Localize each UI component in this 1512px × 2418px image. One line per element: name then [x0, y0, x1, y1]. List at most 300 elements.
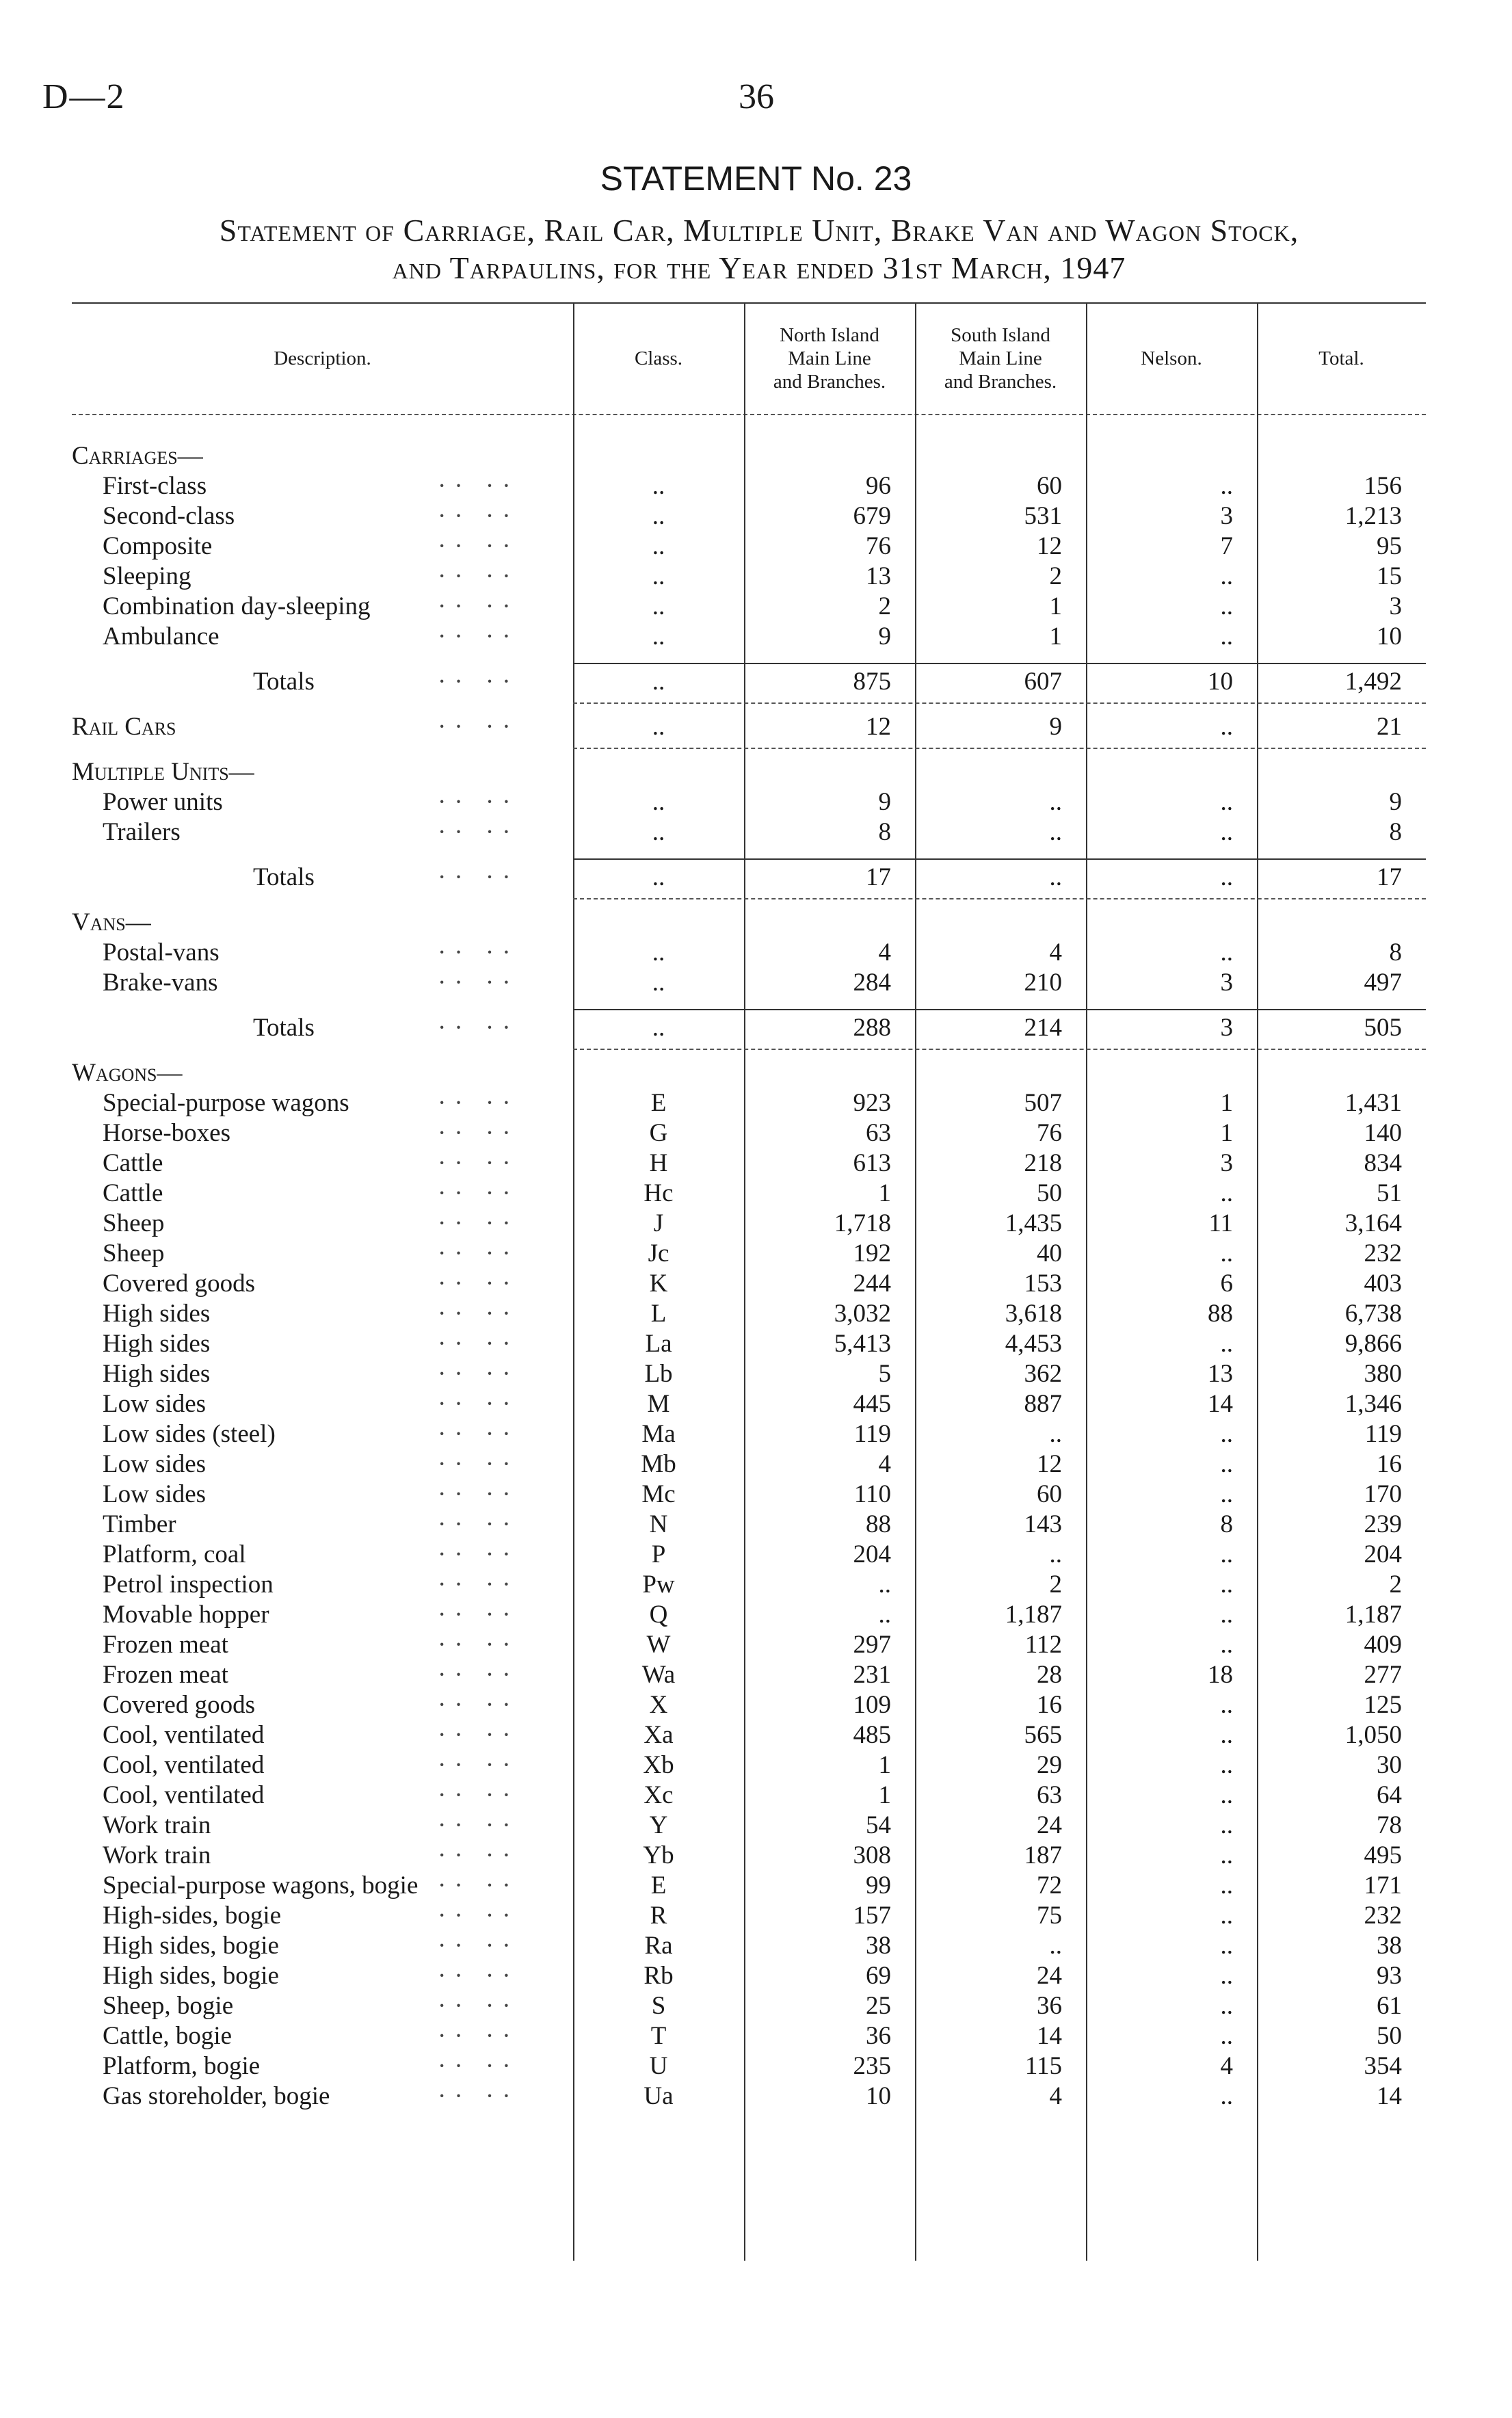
cell-total: 9: [1389, 788, 1402, 816]
cell-nelson: ..: [1220, 1871, 1233, 1900]
cell-north: 99: [866, 1871, 891, 1900]
leader-dots: ·· ··: [438, 1179, 519, 1207]
cell-nelson: ..: [1220, 592, 1233, 620]
cell-class: Xb: [643, 1751, 674, 1779]
cell-south: 210: [1024, 969, 1062, 997]
leader-dots: ·· ··: [438, 1089, 519, 1117]
cell-class: Mb: [641, 1450, 676, 1478]
cell-total: 2: [1389, 1571, 1402, 1599]
cell-south: 40: [1037, 1239, 1062, 1267]
row-label: Cool, ventilated: [103, 1781, 265, 1809]
cell-north: 38: [866, 1932, 891, 1960]
cell-nelson: 3: [1220, 502, 1233, 530]
cell-north: 54: [866, 1811, 891, 1839]
cell-south: 4: [1049, 938, 1062, 967]
cell-total: 17: [1377, 863, 1402, 891]
section-heading: Carriages—: [72, 442, 203, 470]
leader-dots: ·· ··: [438, 1571, 519, 1599]
row-label: Ambulance: [103, 622, 220, 651]
cell-south: 362: [1024, 1360, 1062, 1388]
totals-rule: [573, 858, 1426, 860]
cell-north: 308: [853, 1841, 891, 1869]
cell-nelson: ..: [1220, 1992, 1233, 2020]
header-north-line: North Island: [780, 324, 879, 346]
cell-nelson: ..: [1220, 1480, 1233, 1508]
cell-south: 1,187: [1005, 1601, 1062, 1629]
cell-south: ..: [1049, 1932, 1062, 1960]
cell-nelson: ..: [1220, 1540, 1233, 1568]
cell-south: 9: [1049, 713, 1062, 741]
cell-class: H: [649, 1149, 668, 1177]
cell-nelson: ..: [1220, 1179, 1233, 1207]
cell-total: 125: [1364, 1691, 1402, 1719]
cell-north: 875: [853, 668, 891, 696]
table-top-rule: [72, 302, 1426, 304]
row-label: Horse-boxes: [103, 1119, 231, 1147]
cell-nelson: 10: [1208, 668, 1233, 696]
cell-nelson: ..: [1220, 938, 1233, 967]
leader-dots: ·· ··: [438, 2022, 519, 2050]
leader-dots: ·· ··: [438, 1721, 519, 1749]
cell-class: P: [651, 1540, 666, 1568]
cell-north: 445: [853, 1390, 891, 1418]
cell-south: 12: [1037, 532, 1062, 560]
row-label: Cattle, bogie: [103, 2022, 233, 2050]
cell-class: Xc: [644, 1781, 674, 1809]
cell-class: N: [649, 1510, 668, 1538]
cell-total: 354: [1364, 2052, 1402, 2080]
cell-class: J: [653, 1209, 664, 1237]
cell-north: 96: [866, 472, 891, 500]
cell-class: T: [650, 2022, 667, 2050]
statement-title: STATEMENT No. 23: [600, 159, 912, 198]
cell-class: Ra: [644, 1932, 673, 1960]
cell-class: ..: [652, 532, 665, 560]
totals-label: Totals: [253, 668, 315, 696]
cell-nelson: 1: [1220, 1119, 1233, 1147]
leader-dots: ·· ··: [438, 1841, 519, 1869]
cell-total: 119: [1364, 1420, 1402, 1448]
row-label: Cattle: [103, 1179, 163, 1207]
row-label: First-class: [103, 472, 207, 500]
cell-south: 16: [1037, 1691, 1062, 1719]
leader-dots: ·· ··: [438, 1239, 519, 1267]
cell-north: 4: [878, 1450, 891, 1478]
cell-class: R: [650, 1902, 667, 1930]
cell-total: 3: [1389, 592, 1402, 620]
cell-north: 109: [853, 1691, 891, 1719]
cell-nelson: ..: [1220, 1691, 1233, 1719]
leader-dots: ·· ··: [438, 788, 519, 816]
cell-nelson: ..: [1220, 622, 1233, 651]
cell-south: 60: [1037, 472, 1062, 500]
leader-dots: ·· ··: [438, 1871, 519, 1900]
cell-class: M: [647, 1390, 670, 1418]
cell-class: E: [650, 1871, 667, 1900]
header-south-line: South Island: [951, 324, 1050, 346]
leader-dots: ·· ··: [438, 1962, 519, 1990]
cell-total: 497: [1364, 969, 1402, 997]
cell-total: 1,050: [1344, 1721, 1402, 1749]
cell-north: 244: [853, 1270, 891, 1298]
cell-south: ..: [1049, 1420, 1062, 1448]
cell-total: 380: [1364, 1360, 1402, 1388]
cell-total: 170: [1364, 1480, 1402, 1508]
row-label: Platform, bogie: [103, 2052, 261, 2080]
cell-north: ..: [878, 1601, 891, 1629]
cell-south: 12: [1037, 1450, 1062, 1478]
cell-north: 13: [866, 562, 891, 590]
row-label: High sides, bogie: [103, 1962, 279, 1990]
cell-nelson: 3: [1220, 1014, 1233, 1042]
leader-dots: ·· ··: [438, 562, 519, 590]
cell-class: ..: [652, 818, 665, 846]
row-label: Low sides: [103, 1390, 207, 1418]
leader-dots: ·· ··: [438, 969, 519, 997]
leader-dots: ·· ··: [438, 1601, 519, 1629]
cell-nelson: 88: [1208, 1300, 1233, 1328]
row-label: Cattle: [103, 1149, 163, 1177]
leader-dots: ·· ··: [438, 1510, 519, 1538]
cell-north: 679: [853, 502, 891, 530]
cell-north: 36: [866, 2022, 891, 2050]
cell-class: Yb: [643, 1841, 674, 1869]
cell-north: 923: [853, 1089, 891, 1117]
leader-dots: ·· ··: [438, 1014, 519, 1042]
totals-label: Totals: [253, 1014, 315, 1042]
cell-nelson: 4: [1220, 2052, 1233, 2080]
leader-dots: ·· ··: [438, 1330, 519, 1358]
cell-class: Pw: [642, 1571, 675, 1599]
leader-dots: ·· ··: [438, 1691, 519, 1719]
table-header-rule: [72, 414, 1426, 415]
row-label: Movable hopper: [103, 1601, 269, 1629]
row-label: Sheep: [103, 1239, 165, 1267]
cell-south: 507: [1024, 1089, 1062, 1117]
cell-south: 24: [1037, 1962, 1062, 1990]
cell-nelson: ..: [1220, 1751, 1233, 1779]
totals-label: Totals: [253, 863, 315, 891]
cell-south: 60: [1037, 1480, 1062, 1508]
cell-class: ..: [652, 668, 665, 696]
cell-nelson: ..: [1220, 1721, 1233, 1749]
cell-north: 297: [853, 1631, 891, 1659]
cell-north: 9: [878, 788, 891, 816]
cell-south: 1: [1049, 592, 1062, 620]
cell-class: X: [649, 1691, 668, 1719]
cell-nelson: 11: [1208, 1209, 1233, 1237]
cell-total: 93: [1377, 1962, 1402, 1990]
cell-nelson: ..: [1220, 1962, 1233, 1990]
cell-total: 95: [1377, 532, 1402, 560]
cell-nelson: 6: [1220, 1270, 1233, 1298]
cell-class: ..: [652, 863, 665, 891]
group-rule: [573, 898, 1426, 899]
cell-class: ..: [652, 938, 665, 967]
row-label: High sides: [103, 1300, 211, 1328]
cell-north: 17: [866, 863, 891, 891]
cell-nelson: ..: [1220, 1932, 1233, 1960]
cell-total: 64: [1377, 1781, 1402, 1809]
cell-south: ..: [1049, 788, 1062, 816]
row-label: Platform, coal: [103, 1540, 246, 1568]
cell-class: Xa: [644, 1721, 674, 1749]
cell-nelson: 14: [1208, 1390, 1233, 1418]
cell-nelson: ..: [1220, 818, 1233, 846]
cell-north: 1,718: [834, 1209, 891, 1237]
cell-south: ..: [1049, 863, 1062, 891]
leader-dots: ·· ··: [438, 1360, 519, 1388]
totals-rule: [573, 663, 1426, 664]
cell-nelson: ..: [1220, 1811, 1233, 1839]
row-label: Special-purpose wagons: [103, 1089, 349, 1117]
cell-nelson: ..: [1220, 788, 1233, 816]
leader-dots: ·· ··: [438, 1480, 519, 1508]
cell-total: 1,431: [1344, 1089, 1402, 1117]
row-label: Cool, ventilated: [103, 1751, 265, 1779]
cell-class: Wa: [641, 1661, 676, 1689]
leader-dots: ·· ··: [438, 1932, 519, 1960]
cell-nelson: ..: [1220, 863, 1233, 891]
cell-north: 192: [853, 1239, 891, 1267]
cell-total: 171: [1364, 1871, 1402, 1900]
leader-dots: ·· ··: [438, 532, 519, 560]
cell-total: 204: [1364, 1540, 1402, 1568]
cell-north: 284: [853, 969, 891, 997]
cell-total: 16: [1377, 1450, 1402, 1478]
leader-dots: ·· ··: [438, 1811, 519, 1839]
cell-north: 485: [853, 1721, 891, 1749]
cell-nelson: ..: [1220, 1330, 1233, 1358]
cell-north: 1: [878, 1751, 891, 1779]
cell-nelson: ..: [1220, 1902, 1233, 1930]
section-heading: Rail Cars: [72, 713, 176, 741]
cell-total: 15: [1377, 562, 1402, 590]
cell-class: ..: [652, 592, 665, 620]
cell-north: 5: [878, 1360, 891, 1388]
cell-north: 12: [866, 713, 891, 741]
cell-south: 3,618: [1005, 1300, 1062, 1328]
cell-nelson: 3: [1220, 969, 1233, 997]
cell-nelson: ..: [1220, 713, 1233, 741]
cell-total: 277: [1364, 1661, 1402, 1689]
cell-north: 288: [853, 1014, 891, 1042]
leader-dots: ·· ··: [438, 938, 519, 967]
cell-total: 1,213: [1344, 502, 1402, 530]
leader-dots: ·· ··: [438, 1420, 519, 1448]
row-label: High sides: [103, 1360, 211, 1388]
cell-nelson: ..: [1220, 1239, 1233, 1267]
row-label: Work train: [103, 1841, 211, 1869]
cell-south: 1: [1049, 622, 1062, 651]
cell-total: 9,866: [1344, 1330, 1402, 1358]
leader-dots: ·· ··: [438, 592, 519, 620]
cell-south: 531: [1024, 502, 1062, 530]
statement-subtitle-line-2: and Tarpaulins, for the Year ended 31st March, 1947: [392, 250, 1126, 285]
row-label: Second-class: [103, 502, 235, 530]
cell-total: 403: [1364, 1270, 1402, 1298]
cell-north: 63: [866, 1119, 891, 1147]
cell-nelson: 8: [1220, 1510, 1233, 1538]
cell-class: S: [651, 1992, 666, 2020]
leader-dots: ·· ··: [438, 622, 519, 651]
cell-class: Rb: [644, 1962, 674, 1990]
cell-north: 10: [866, 2082, 891, 2110]
leader-dots: ·· ··: [438, 1540, 519, 1568]
cell-nelson: ..: [1220, 1841, 1233, 1869]
cell-nelson: ..: [1220, 1601, 1233, 1629]
cell-south: 115: [1024, 2052, 1062, 2080]
cell-nelson: ..: [1220, 1631, 1233, 1659]
row-label: Covered goods: [103, 1691, 255, 1719]
page-number: 36: [739, 77, 774, 116]
cell-north: 5,413: [834, 1330, 891, 1358]
row-label: High sides: [103, 1330, 211, 1358]
cell-nelson: ..: [1220, 2082, 1233, 2110]
row-label: Low sides (steel): [103, 1420, 276, 1448]
cell-nelson: 13: [1208, 1360, 1233, 1388]
cell-south: 4,453: [1005, 1330, 1062, 1358]
section-heading: Vans—: [72, 908, 151, 936]
cell-total: 6,738: [1344, 1300, 1402, 1328]
cell-class: ..: [652, 969, 665, 997]
group-rule: [573, 702, 1426, 704]
leader-dots: ·· ··: [438, 472, 519, 500]
header-north-line: Main Line: [788, 347, 871, 369]
cell-class: Lb: [644, 1360, 673, 1388]
cell-north: 110: [853, 1480, 891, 1508]
row-label: Special-purpose wagons, bogie: [103, 1871, 419, 1900]
header-south-line: Main Line: [959, 347, 1042, 369]
row-label: Sheep, bogie: [103, 1992, 234, 2020]
cell-nelson: 7: [1220, 532, 1233, 560]
cell-class: G: [649, 1119, 668, 1147]
cell-class: Mc: [641, 1480, 676, 1508]
cell-total: 10: [1377, 622, 1402, 651]
leader-dots: ·· ··: [438, 668, 519, 696]
leader-dots: ·· ··: [438, 2052, 519, 2080]
cell-total: 78: [1377, 1811, 1402, 1839]
section-heading: Wagons—: [72, 1059, 183, 1087]
row-label: High sides, bogie: [103, 1932, 279, 1960]
leader-dots: ·· ··: [438, 1902, 519, 1930]
cell-north: 25: [866, 1992, 891, 2020]
leader-dots: ·· ··: [438, 2082, 519, 2110]
header-south-line: and Branches.: [944, 370, 1057, 393]
cell-class: L: [650, 1300, 667, 1328]
leader-dots: ·· ··: [438, 1209, 519, 1237]
cell-total: 8: [1389, 938, 1402, 967]
cell-total: 21: [1377, 713, 1402, 741]
cell-south: 63: [1037, 1781, 1062, 1809]
row-label: Cool, ventilated: [103, 1721, 265, 1749]
cell-nelson: 3: [1220, 1149, 1233, 1177]
cell-south: 2: [1049, 562, 1062, 590]
cell-total: 232: [1364, 1902, 1402, 1930]
row-label: Combination day-sleeping: [103, 592, 371, 620]
cell-total: 834: [1364, 1149, 1402, 1177]
row-label: Composite: [103, 532, 213, 560]
leader-dots: ·· ··: [438, 818, 519, 846]
cell-south: 72: [1037, 1871, 1062, 1900]
cell-south: 218: [1024, 1149, 1062, 1177]
leader-dots: ·· ··: [438, 1270, 519, 1298]
group-rule: [573, 748, 1426, 749]
cell-south: 29: [1037, 1751, 1062, 1779]
cell-total: 140: [1364, 1119, 1402, 1147]
cell-nelson: ..: [1220, 562, 1233, 590]
cell-south: 14: [1037, 2022, 1062, 2050]
cell-nelson: ..: [1220, 2022, 1233, 2050]
cell-total: 14: [1377, 2082, 1402, 2110]
cell-north: 88: [866, 1510, 891, 1538]
cell-south: ..: [1049, 1540, 1062, 1568]
cell-south: ..: [1049, 818, 1062, 846]
cell-total: 409: [1364, 1631, 1402, 1659]
cell-north: 157: [853, 1902, 891, 1930]
cell-total: 61: [1377, 1992, 1402, 2020]
cell-total: 38: [1377, 1932, 1402, 1960]
cell-north: ..: [878, 1571, 891, 1599]
cell-class: ..: [652, 472, 665, 500]
cell-class: Q: [649, 1601, 668, 1629]
section-heading: Multiple Units—: [72, 758, 254, 786]
cell-north: 3,032: [834, 1300, 891, 1328]
cell-south: 24: [1037, 1811, 1062, 1839]
cell-north: 8: [878, 818, 891, 846]
row-label: Low sides: [103, 1480, 207, 1508]
cell-north: 4: [878, 938, 891, 967]
cell-total: 8: [1389, 818, 1402, 846]
row-label: Sheep: [103, 1209, 165, 1237]
cell-south: 75: [1037, 1902, 1062, 1930]
leader-dots: ·· ··: [438, 1781, 519, 1809]
cell-nelson: ..: [1220, 1420, 1233, 1448]
cell-class: Hc: [644, 1179, 674, 1207]
cell-north: 76: [866, 532, 891, 560]
cell-south: 607: [1024, 668, 1062, 696]
leader-dots: ·· ··: [438, 1450, 519, 1478]
cell-class: ..: [652, 622, 665, 651]
leader-dots: ·· ··: [438, 713, 519, 741]
cell-nelson: ..: [1220, 1450, 1233, 1478]
cell-south: 214: [1024, 1014, 1062, 1042]
cell-north: 204: [853, 1540, 891, 1568]
row-label: Postal-vans: [103, 938, 220, 967]
cell-north: 69: [866, 1962, 891, 1990]
leader-dots: ·· ··: [438, 1119, 519, 1147]
cell-nelson: ..: [1220, 1781, 1233, 1809]
cell-total: 1,187: [1344, 1601, 1402, 1629]
cell-total: 3,164: [1344, 1209, 1402, 1237]
leader-dots: ·· ··: [438, 1149, 519, 1177]
group-rule: [573, 1049, 1426, 1050]
cell-nelson: ..: [1220, 1571, 1233, 1599]
cell-nelson: 1: [1220, 1089, 1233, 1117]
cell-total: 239: [1364, 1510, 1402, 1538]
row-label: High-sides, bogie: [103, 1902, 282, 1930]
row-label: Low sides: [103, 1450, 207, 1478]
statement-subtitle-line-1: Statement of Carriage, Rail Car, Multiple Unit, Brake Van and Wagon Stock,: [219, 213, 1299, 248]
cell-total: 1,492: [1344, 668, 1402, 696]
row-label: Frozen meat: [103, 1631, 228, 1659]
row-label: Power units: [103, 788, 223, 816]
cell-total: 1,346: [1344, 1390, 1402, 1418]
cell-total: 51: [1377, 1179, 1402, 1207]
row-label: Frozen meat: [103, 1661, 228, 1689]
cell-class: ..: [652, 562, 665, 590]
cell-south: 565: [1024, 1721, 1062, 1749]
